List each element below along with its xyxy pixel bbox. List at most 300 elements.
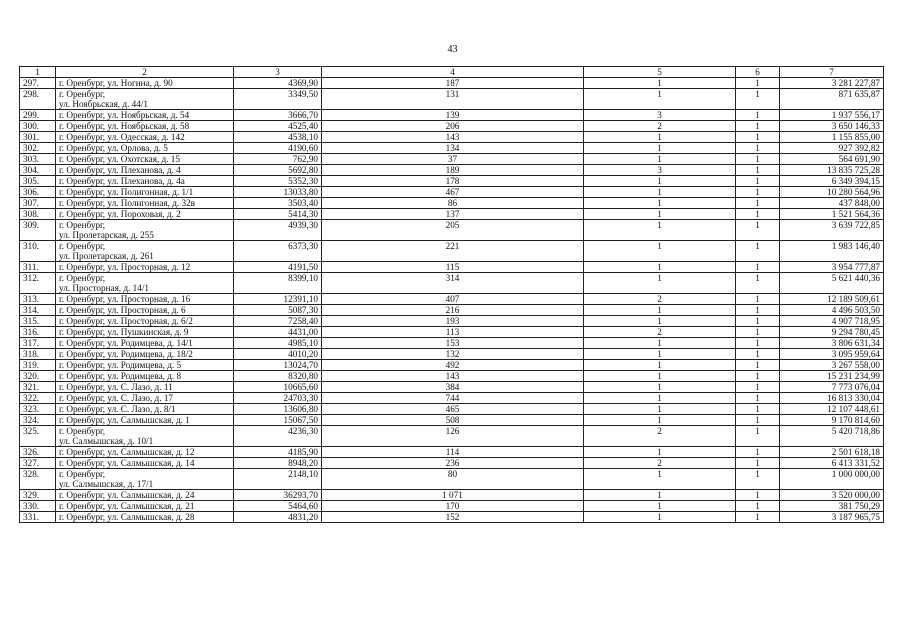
column-4-cell: 1 071 [322,490,584,501]
column-6-cell: 1 [736,404,780,415]
table-row [20,371,884,382]
table-row [20,501,884,512]
column-4-cell: 216 [322,305,584,316]
column-5-cell: 1 [584,382,736,393]
column-4-cell: 189 [322,165,584,176]
column-6-cell: 1 [736,371,780,382]
row-number-cell: 325. [20,426,56,447]
address-cell [56,262,234,273]
column-6-cell: 1 [736,316,780,327]
column-header: 5 [584,67,736,78]
amount-cell: 1 937 556,17 [780,110,884,121]
amount-cell: 1 155 855,00 [780,132,884,143]
amount-cell: 2 501 618,18 [780,447,884,458]
address-cell [56,176,234,187]
amount-cell: 12 107 448,61 [780,404,884,415]
address-line: г. Оренбург, ул. Салмышская, д. 14 [59,458,195,468]
area-cell: 5087,30 [234,305,322,316]
column-5-cell: 1 [584,447,736,458]
amount-cell: 9 294 780,45 [780,327,884,338]
address-cell [56,338,234,349]
area-cell: 12391,10 [234,294,322,305]
address-line: ул. Ноябрьская, д. 44/1 [59,99,149,109]
area-cell: 8320,80 [234,371,322,382]
address-cell [56,187,234,198]
row-number-cell: 307. [20,198,56,209]
address-cell [56,78,234,89]
row-number-cell: 306. [20,187,56,198]
column-6-cell: 1 [736,415,780,426]
address-line: г. Оренбург, [59,89,106,99]
column-5-cell: 2 [584,294,736,305]
column-5-cell: 1 [584,241,736,262]
column-6-cell: 1 [736,426,780,447]
amount-cell: 3 806 631,34 [780,338,884,349]
address-line: ул. Просторная, д. 14/1 [59,283,149,293]
area-cell: 4831,20 [234,512,322,523]
address-cell [56,490,234,501]
column-4-cell: 113 [322,327,584,338]
area-cell: 8948,20 [234,458,322,469]
address-line: г. Оренбург, ул. Салмышская, д. 1 [59,415,190,425]
address-line: г. Оренбург, ул. Ноябрьская, д. 58 [59,121,190,131]
address-line: г. Оренбург, ул. Родимцева, д. 18/2 [59,349,193,359]
table-row [20,294,884,305]
area-cell: 3349,50 [234,89,322,110]
table-row [20,360,884,371]
address-line: г. Оренбург, ул. Салмышская, д. 12 [59,447,195,457]
table-row [20,469,884,490]
table-row [20,447,884,458]
column-5-cell: 1 [584,187,736,198]
area-cell: 8399,10 [234,273,322,294]
column-4-cell: 152 [322,512,584,523]
table-row [20,198,884,209]
amount-cell: 3 187 965,75 [780,512,884,523]
row-number-cell: 323. [20,404,56,415]
row-number-cell: 321. [20,382,56,393]
area-cell: 13033,80 [234,187,322,198]
address-line: г. Оренбург, ул. Просторная, д. 16 [59,294,191,304]
column-6-cell: 1 [736,176,780,187]
address-line: г. Оренбург, ул. С. Лазо, д. 11 [59,382,173,392]
column-4-cell: 137 [322,209,584,220]
column-6-cell: 1 [736,501,780,512]
table-row [20,404,884,415]
area-cell: 36293,70 [234,490,322,501]
area-cell: 4191,50 [234,262,322,273]
address-cell [56,360,234,371]
row-number-cell: 331. [20,512,56,523]
row-number-cell: 315. [20,316,56,327]
amount-cell: 5 420 718,86 [780,426,884,447]
table-row [20,349,884,360]
amount-cell: 3 954 777,87 [780,262,884,273]
address-line: г. Оренбург, ул. Салмышская, д. 24 [59,490,195,500]
column-4-cell: 37 [322,154,584,165]
column-5-cell: 1 [584,316,736,327]
address-line: г. Оренбург, ул. Орлова, д. 5 [59,143,168,153]
column-6-cell: 1 [736,154,780,165]
column-4-cell: 193 [322,316,584,327]
column-5-cell: 1 [584,176,736,187]
address-line: г. Оренбург, ул. Салмышская, д. 28 [59,512,195,522]
address-cell [56,382,234,393]
row-number-cell: 320. [20,371,56,382]
area-cell: 5692,80 [234,165,322,176]
amount-cell: 3 267 558,00 [780,360,884,371]
area-cell: 4190,60 [234,143,322,154]
address-line: г. Оренбург, ул. С. Лазо, д. 8/1 [59,404,176,414]
column-5-cell: 1 [584,262,736,273]
column-4-cell: 384 [322,382,584,393]
row-number-cell: 298. [20,89,56,110]
address-line: г. Оренбург, ул. Плеханова, д. 4 [59,165,181,175]
column-5-cell: 1 [584,78,736,89]
column-4-cell: 131 [322,89,584,110]
row-number-cell: 308. [20,209,56,220]
column-header: 7 [780,67,884,78]
amount-cell: 4 496 503,50 [780,305,884,316]
table-row [20,305,884,316]
address-line: г. Оренбург, ул. Пушкинская, д. 9 [59,327,189,337]
column-5-cell: 2 [584,426,736,447]
column-5-cell: 1 [584,305,736,316]
column-4-cell: 314 [322,273,584,294]
column-6-cell: 1 [736,447,780,458]
area-cell: 4010,20 [234,349,322,360]
column-5-cell: 1 [584,393,736,404]
amount-cell: 927 392,82 [780,143,884,154]
table-row [20,176,884,187]
area-cell: 10665,60 [234,382,322,393]
area-cell: 762,90 [234,154,322,165]
area-cell: 4985,10 [234,338,322,349]
address-line: ул. Салмышская, д. 10/1 [59,436,154,446]
table-row [20,241,884,262]
address-line: г. Оренбург, ул. Родимцева, д. 8 [59,371,182,381]
amount-cell: 13 835 725,28 [780,165,884,176]
address-cell [56,371,234,382]
area-cell: 15067,50 [234,415,322,426]
column-4-cell: 236 [322,458,584,469]
address-cell [56,165,234,176]
column-6-cell: 1 [736,360,780,371]
column-6-cell: 1 [736,209,780,220]
column-5-cell: 1 [584,273,736,294]
table-row [20,338,884,349]
amount-cell: 12 189 509,61 [780,294,884,305]
column-5-cell: 2 [584,327,736,338]
address-line: г. Оренбург, [59,273,106,283]
amount-cell: 437 848,00 [780,198,884,209]
area-cell: 6373,30 [234,241,322,262]
address-line: г. Оренбург, [59,241,106,251]
address-cell [56,305,234,316]
column-5-cell: 1 [584,501,736,512]
column-6-cell: 1 [736,262,780,273]
address-line: г. Оренбург, ул. Пороховая, д. 2 [59,209,181,219]
row-number-cell: 330. [20,501,56,512]
column-6-cell: 1 [736,305,780,316]
area-cell: 7258,40 [234,316,322,327]
column-4-cell: 139 [322,110,584,121]
row-number-cell: 304. [20,165,56,176]
column-5-cell: 3 [584,165,736,176]
amount-cell: 3 520 000,00 [780,490,884,501]
table-row [20,209,884,220]
address-cell [56,501,234,512]
row-number-cell: 302. [20,143,56,154]
table-row [20,415,884,426]
address-line: г. Оренбург, ул. Одесская, д. 142 [59,132,185,142]
column-6-cell: 1 [736,241,780,262]
column-4-cell: 206 [322,121,584,132]
address-line: г. Оренбург, [59,426,106,436]
row-number-cell: 309. [20,220,56,241]
column-6-cell: 1 [736,165,780,176]
address-line: г. Оренбург, [59,220,106,230]
address-cell [56,89,234,110]
column-number-row [20,67,884,78]
address-cell [56,327,234,338]
address-cell [56,426,234,447]
area-cell: 3666,70 [234,110,322,121]
area-cell: 13024,70 [234,360,322,371]
row-number-cell: 322. [20,393,56,404]
column-6-cell: 1 [736,349,780,360]
table-row [20,187,884,198]
table-row [20,121,884,132]
column-4-cell: 205 [322,220,584,241]
address-line: г. Оренбург, ул. Полигонная, д. 1/1 [59,187,194,197]
column-5-cell: 1 [584,198,736,209]
column-4-cell: 467 [322,187,584,198]
row-number-cell: 305. [20,176,56,187]
row-number-cell: 329. [20,490,56,501]
column-6-cell: 1 [736,393,780,404]
registry-table [19,66,884,523]
amount-cell: 3 095 959,64 [780,349,884,360]
column-4-cell: 134 [322,143,584,154]
column-4-cell: 492 [322,360,584,371]
column-4-cell: 465 [322,404,584,415]
column-4-cell: 187 [322,78,584,89]
table-row [20,89,884,110]
area-cell: 2148,10 [234,469,322,490]
column-5-cell: 1 [584,512,736,523]
column-4-cell: 114 [322,447,584,458]
column-5-cell: 1 [584,154,736,165]
address-cell [56,512,234,523]
table-row [20,327,884,338]
column-4-cell: 744 [322,393,584,404]
address-line: г. Оренбург, ул. Полигонная, д. 32в [59,198,196,208]
row-number-cell: 303. [20,154,56,165]
amount-cell: 6 413 331,52 [780,458,884,469]
amount-cell: 871 635,87 [780,89,884,110]
address-line: ул. Пролетарская, д. 261 [59,251,154,261]
column-5-cell: 1 [584,338,736,349]
address-cell [56,241,234,262]
column-header: 2 [56,67,234,78]
row-number-cell: 297. [20,78,56,89]
amount-cell: 4 907 718,95 [780,316,884,327]
table-row [20,220,884,241]
area-cell: 3503,40 [234,198,322,209]
column-4-cell: 143 [322,371,584,382]
row-number-cell: 300. [20,121,56,132]
row-number-cell: 312. [20,273,56,294]
address-cell [56,198,234,209]
column-4-cell: 153 [322,338,584,349]
table-row [20,273,884,294]
address-cell [56,316,234,327]
column-header: 1 [20,67,56,78]
column-5-cell: 1 [584,490,736,501]
amount-cell: 10 280 564,96 [780,187,884,198]
area-cell: 4369,90 [234,78,322,89]
table-row [20,426,884,447]
table-row [20,143,884,154]
amount-cell: 3 639 722,85 [780,220,884,241]
column-6-cell: 1 [736,89,780,110]
column-4-cell: 86 [322,198,584,209]
column-6-cell: 1 [736,512,780,523]
column-4-cell: 80 [322,469,584,490]
column-5-cell: 2 [584,458,736,469]
table-row [20,262,884,273]
area-cell: 4939,30 [234,220,322,241]
row-number-cell: 301. [20,132,56,143]
column-header: 6 [736,67,780,78]
column-5-cell: 1 [584,89,736,110]
column-5-cell: 1 [584,209,736,220]
row-number-cell: 311. [20,262,56,273]
column-5-cell: 1 [584,143,736,154]
row-number-cell: 310. [20,241,56,262]
address-line: г. Оренбург, ул. Ногина, д. 90 [59,78,173,88]
table-row [20,316,884,327]
column-6-cell: 1 [736,382,780,393]
amount-cell: 16 813 330,04 [780,393,884,404]
column-6-cell: 1 [736,198,780,209]
address-line: г. Оренбург, ул. Плеханова, д. 4а [59,176,185,186]
table-row [20,132,884,143]
amount-cell: 9 170 814,60 [780,415,884,426]
address-line: ул. Салмышская, д. 17/1 [59,479,154,489]
amount-cell: 564 691,90 [780,154,884,165]
amount-cell: 7 773 076,04 [780,382,884,393]
amount-cell: 15 231 234,99 [780,371,884,382]
amount-cell: 6 349 394,15 [780,176,884,187]
column-5-cell: 1 [584,132,736,143]
address-line: г. Оренбург, ул. Просторная, д. 6 [59,305,186,315]
area-cell: 13606,80 [234,404,322,415]
row-number-cell: 313. [20,294,56,305]
address-line: г. Оренбург, ул. С. Лазо, д. 17 [59,393,174,403]
area-cell: 5414,30 [234,209,322,220]
address-cell [56,458,234,469]
column-header: 4 [322,67,584,78]
column-5-cell: 1 [584,415,736,426]
table-row [20,512,884,523]
address-cell [56,154,234,165]
column-4-cell: 508 [322,415,584,426]
table-body [20,67,884,523]
area-cell: 4185,90 [234,447,322,458]
area-cell: 4431,00 [234,327,322,338]
table-row [20,490,884,501]
column-5-cell: 1 [584,220,736,241]
address-cell [56,393,234,404]
address-cell [56,143,234,154]
column-6-cell: 1 [736,143,780,154]
table-row [20,154,884,165]
address-cell [56,110,234,121]
column-4-cell: 126 [322,426,584,447]
column-6-cell: 1 [736,458,780,469]
table-row [20,382,884,393]
row-number-cell: 328. [20,469,56,490]
column-4-cell: 170 [322,501,584,512]
page-number: 43 [447,44,458,55]
column-4-cell: 132 [322,349,584,360]
column-4-cell: 143 [322,132,584,143]
column-6-cell: 1 [736,187,780,198]
address-cell [56,273,234,294]
column-4-cell: 407 [322,294,584,305]
area-cell: 5464,60 [234,501,322,512]
address-cell [56,349,234,360]
address-line: г. Оренбург, ул. Просторная, д. 12 [59,262,191,272]
column-4-cell: 221 [322,241,584,262]
column-6-cell: 1 [736,273,780,294]
address-cell [56,294,234,305]
column-6-cell: 1 [736,490,780,501]
amount-cell: 1 983 146,40 [780,241,884,262]
address-cell [56,404,234,415]
row-number-cell: 324. [20,415,56,426]
column-6-cell: 1 [736,121,780,132]
column-6-cell: 1 [736,327,780,338]
column-header: 3 [234,67,322,78]
address-line: г. Оренбург, ул. Просторная, д. 6/2 [59,316,193,326]
column-5-cell: 1 [584,360,736,371]
column-6-cell: 1 [736,110,780,121]
address-line: г. Оренбург, ул. Ноябрьская, д. 54 [59,110,190,120]
address-cell [56,415,234,426]
column-5-cell: 1 [584,371,736,382]
address-cell [56,469,234,490]
area-cell: 24703,30 [234,393,322,404]
column-5-cell: 3 [584,110,736,121]
area-cell: 4236,30 [234,426,322,447]
address-cell [56,132,234,143]
area-cell: 4538,10 [234,132,322,143]
address-line: ул. Пролетарская, д. 255 [59,230,154,240]
amount-cell: 1 000 000,00 [780,469,884,490]
row-number-cell: 299. [20,110,56,121]
column-4-cell: 115 [322,262,584,273]
column-5-cell: 1 [584,404,736,415]
table-row [20,110,884,121]
address-line: г. Оренбург, ул. Охотская, д. 15 [59,154,180,164]
amount-cell: 381 750,29 [780,501,884,512]
address-line: г. Оренбург, ул. Родимцева, д. 14/1 [59,338,193,348]
column-5-cell: 1 [584,469,736,490]
column-6-cell: 1 [736,338,780,349]
